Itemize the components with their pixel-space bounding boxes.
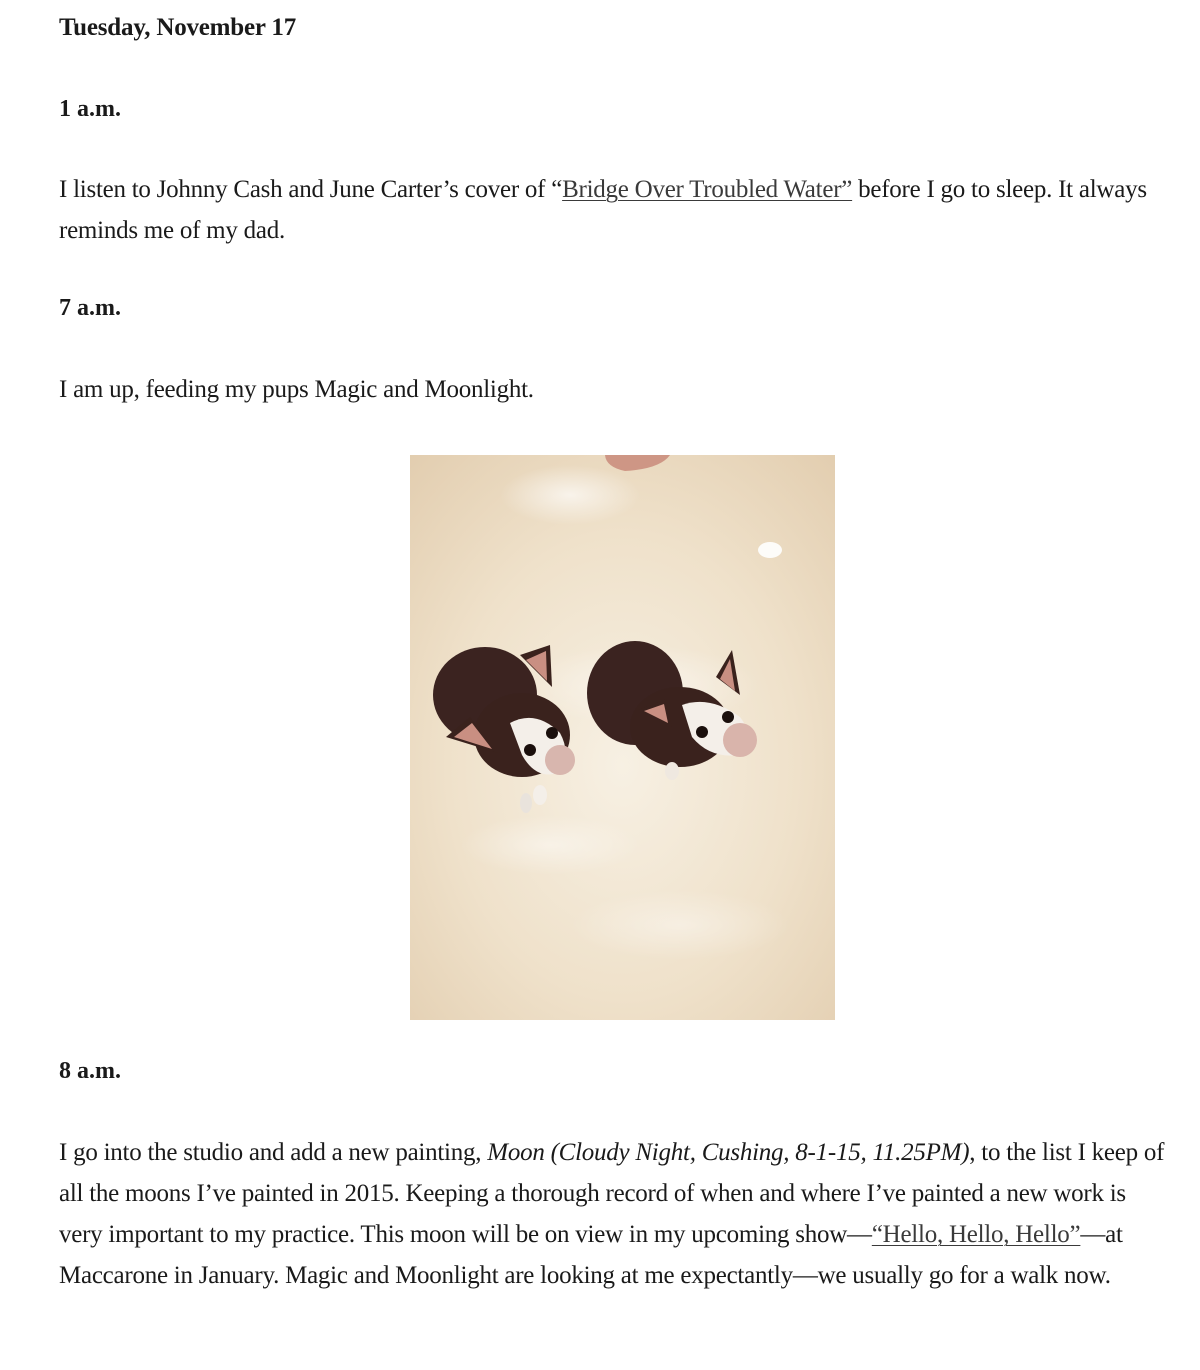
time-heading-8am: 8 a.m. [59, 1058, 121, 1084]
entry-date: Tuesday, November 17 [59, 14, 297, 41]
puppies-illustration [410, 455, 835, 1020]
time-heading-1am: 1 a.m. [59, 96, 121, 122]
puppies-photo [410, 455, 835, 1020]
paragraph-7am: I am up, feeding my pups Magic and Moonlight. [59, 376, 534, 403]
paragraph-text: I listen to Johnny Cash and June Carter’s cover of “ [59, 176, 563, 203]
paragraph-text: before I go to sleep. It always reminds me of my dad. [59, 176, 1147, 244]
paragraph-text: , to the list I keep of all the moons I’ve painted in 2015. Keeping a thorough record of when and where I’ve painted a new work is very important to my practice. This moon will be on view in my upcoming show— [59, 1139, 1165, 1248]
paragraph-1am [59, 169, 1169, 251]
paragraph-text: —at Maccarone in January. Magic and Moonlight are looking at me expectantly—we usually go for a walk now. [59, 1221, 1123, 1289]
painting-title: Moon (Cloudy Night, Cushing, 8-1-15, 11.25PM) [487, 1139, 970, 1166]
time-heading-7am: 7 a.m. [59, 295, 121, 321]
paragraph-text: I go into the studio and add a new painting, [59, 1139, 488, 1166]
song-link[interactable]: Bridge Over Troubled Water” [562, 176, 853, 203]
paragraph-8am [59, 1132, 1169, 1296]
show-link[interactable]: “Hello, Hello, Hello” [871, 1221, 1081, 1248]
